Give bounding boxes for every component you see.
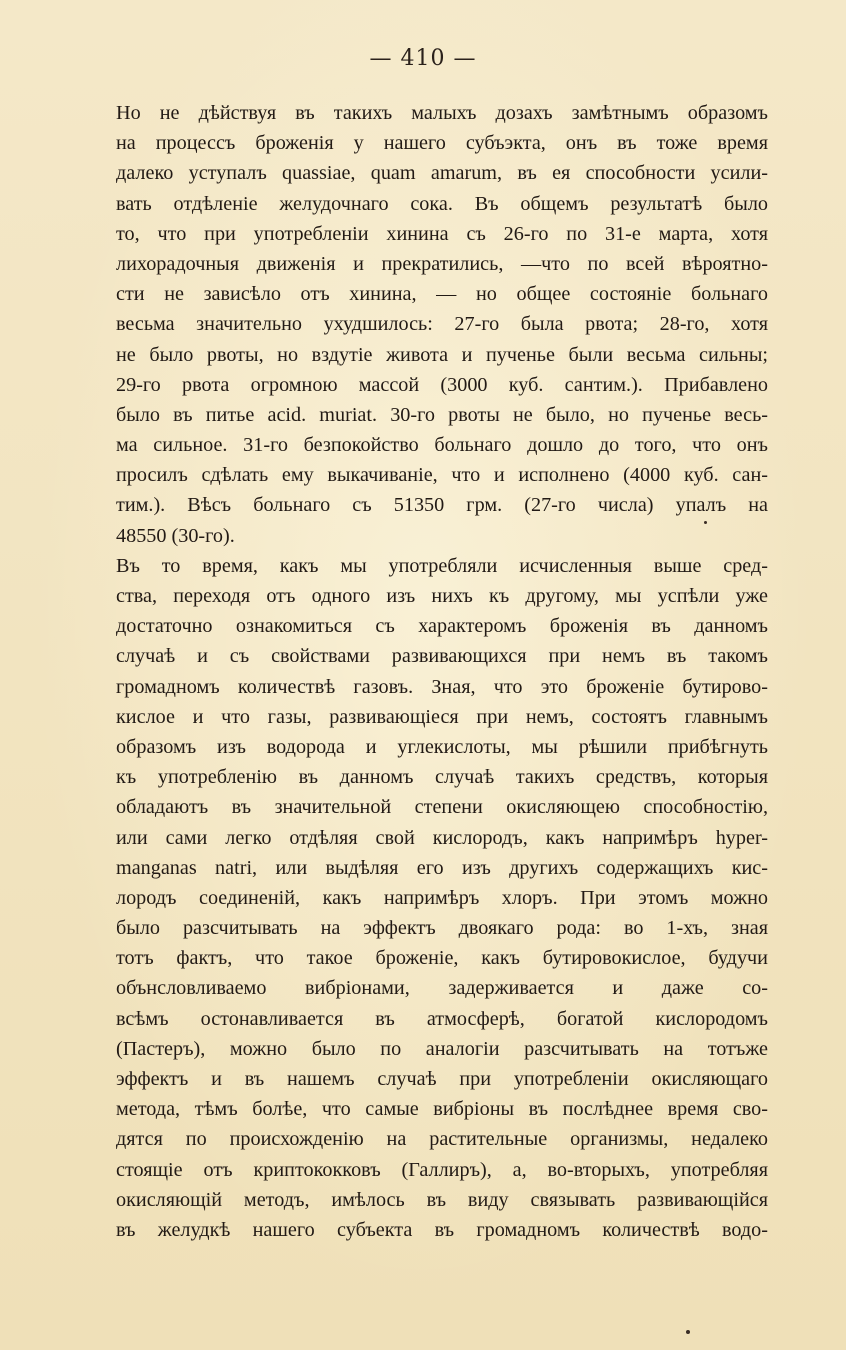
text-line: кислое и что газы, развивающіеся при немъ, состоятъ главнымъ <box>116 705 768 728</box>
text-line: всѣмъ остонавливается въ атмосферѣ, богатой кислородомъ <box>116 1007 768 1030</box>
text-line: эффектъ и въ нашемъ случаѣ при употребленіи окисляющаго <box>116 1068 768 1090</box>
paragraph-2 <box>116 551 768 1245</box>
text-line: въ желудкѣ нашего субъекта въ громадномъ количествѣ водо- <box>116 1218 768 1241</box>
text-line: метода, тѣмъ болѣе, что самые вибріоны въ послѣднее время сво- <box>116 1098 768 1121</box>
ink-speck <box>686 1330 690 1334</box>
text-line: достаточно ознакомиться съ характеромъ броженія въ данномъ <box>116 615 768 638</box>
body-text <box>116 98 768 1245</box>
text-line: къ употребленію въ данномъ случаѣ такихъ средствъ, которыя <box>116 766 768 789</box>
text-line: было въ питье acid. muriat. 30-го рвоты не было, но пученье весь- <box>116 403 768 426</box>
text-line: не было рвоты, но вздутіе живота и пученье были весьма сильны; <box>116 343 768 366</box>
text-line: вать отдѣленіе желудочнаго сока. Въ общемъ результатѣ было <box>116 192 768 215</box>
text-line: на процессъ броженія у нашего субъэкта, онъ въ тоже время <box>116 132 768 155</box>
paragraph-1 <box>116 98 768 551</box>
text-line: обладаютъ въ значительной степени окисляющею способностію, <box>116 796 768 819</box>
text-line: то, что при употребленіи хинина съ 26-го по 31-е марта, хотя <box>116 222 768 245</box>
ink-speck <box>704 521 707 524</box>
text-line: громадномъ количествѣ газовъ. Зная, что это броженіе бутирово- <box>116 675 768 698</box>
text-line: просилъ сдѣлать ему выкачиваніе, что и исполнено (4000 куб. сан- <box>116 464 768 487</box>
text-line: (Пастеръ), можно было по аналогіи разсчитывать на тотъже <box>116 1037 768 1060</box>
text-line: тотъ фактъ, что такое броженіе, какъ бутировокислое, будучи <box>116 947 768 970</box>
text-line: 29-го рвота огромною массой (3000 куб. сантим.). Прибавлено <box>116 373 768 396</box>
text-line: образомъ изъ водорода и углекислоты, мы рѣшили прибѣгнуть <box>116 735 768 758</box>
text-line: сти не зависѣло отъ хинина, — но общее состояніе больнаго <box>116 283 768 306</box>
text-line: 48550 (30-го). <box>116 524 235 547</box>
text-line: Въ то время, какъ мы употребляли исчисленныя выше сред- <box>116 554 768 577</box>
text-line: или сами легко отдѣляя свой кислородъ, какъ напримѣръ hyper- <box>116 826 768 849</box>
text-line: далеко уступалъ quassiae, quam amarum, въ ея способности усили- <box>116 162 768 185</box>
text-line: ма сильное. 31-го безпокойство больнаго дошло до того, что онъ <box>116 434 768 457</box>
text-line: случаѣ и съ свойствами развивающихся при немъ въ такомъ <box>116 645 768 668</box>
text-line: стоящіе отъ криптококковъ (Галлиръ), а, во-вторыхъ, употребляя <box>116 1158 768 1181</box>
text-line: лихорадочныя движенія и прекратились, —что по всей вѣроятно- <box>116 252 768 275</box>
text-line: дятся по происхожденію на растительные организмы, недалеко <box>116 1128 768 1151</box>
text-line: Но не дѣйствуя въ такихъ малыхъ дозахъ замѣтнымъ образомъ <box>116 102 768 124</box>
text-line: окисляющій методъ, имѣлось въ виду связывать развивающійся <box>116 1188 768 1211</box>
text-line: было разсчитывать на эффектъ двоякаго рода: во 1-хъ, зная <box>116 917 768 940</box>
text-line: ства, переходя отъ одного изъ нихъ къ другому, мы успѣли уже <box>116 585 768 607</box>
text-line: обънсловливаемо вибріонами, задерживается и даже со- <box>116 977 768 1000</box>
text-line: тим.). Вѣсъ больнаго съ 51350 грм. (27-го числа) упалъ на <box>116 494 768 517</box>
page-number: — 410 — <box>369 46 477 71</box>
text-line: лородъ соединеній, какъ напримѣръ хлоръ. При этомъ можно <box>116 886 768 909</box>
text-line: manganas natri, или выдѣляя его изъ другихъ содержащихъ кис- <box>116 856 768 879</box>
text-line: весьма значительно ухудшилось: 27-го была рвота; 28-го, хотя <box>116 313 768 336</box>
